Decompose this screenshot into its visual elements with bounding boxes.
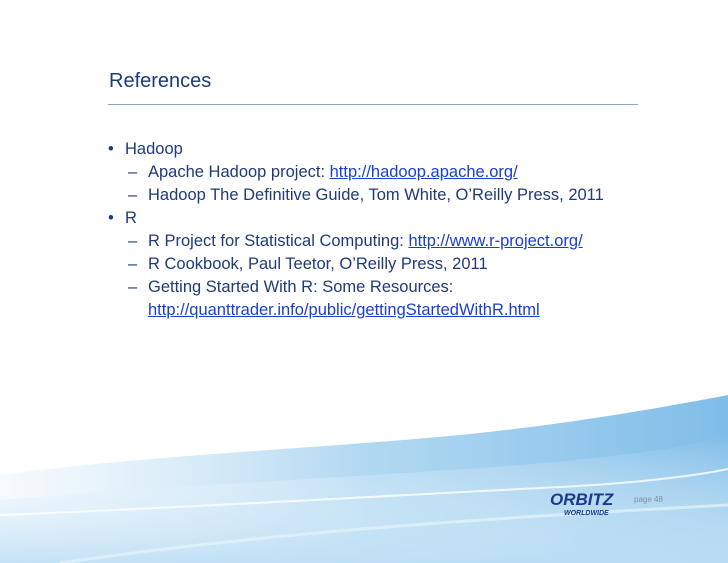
bullet-r — [108, 207, 668, 230]
dash-icon: – — [128, 278, 138, 296]
reference-item — [108, 276, 668, 322]
bullet-heading: Hadoop — [125, 140, 183, 158]
orbitz-logo — [548, 488, 628, 520]
bullet-dot-icon: • — [108, 209, 114, 227]
reference-text: Getting Started With R: Some Resources: — [148, 278, 454, 296]
hadoop-link[interactable]: http://hadoop.apache.org/ — [329, 163, 518, 181]
slide-title: References — [109, 70, 212, 92]
bullet-hadoop — [108, 138, 668, 161]
quanttrader-link[interactable]: http://quanttrader.info/public/gettingStartedWithR.html — [148, 301, 540, 319]
reference-text: R Project for Statistical Computing: — [148, 232, 409, 250]
logo-sub-text: WORLDWIDE — [564, 510, 609, 517]
dash-icon: – — [128, 232, 138, 250]
reference-text: Apache Hadoop project: — [148, 163, 330, 181]
bullet-dot-icon: • — [108, 140, 114, 158]
page-number: page 48 — [634, 495, 663, 504]
reference-item — [108, 230, 668, 253]
reference-item — [108, 161, 668, 184]
reference-text: Hadoop The Definitive Guide, Tom White, O’Reilly Press, 2011 — [148, 186, 604, 204]
footer-wave-graphic — [0, 395, 728, 563]
reference-item — [108, 253, 668, 276]
reference-text: R Cookbook, Paul Teetor, O’Reilly Press, 2011 — [148, 255, 488, 273]
dash-icon: – — [128, 255, 138, 273]
logo-main-text: ORBITZ — [550, 490, 614, 509]
dash-icon: – — [128, 163, 138, 181]
r-project-link[interactable]: http://www.r-project.org/ — [408, 232, 583, 250]
reference-item — [108, 184, 668, 207]
bullet-heading: R — [125, 209, 137, 227]
references-list — [108, 138, 668, 322]
dash-icon: – — [128, 186, 138, 204]
title-divider — [108, 104, 638, 105]
